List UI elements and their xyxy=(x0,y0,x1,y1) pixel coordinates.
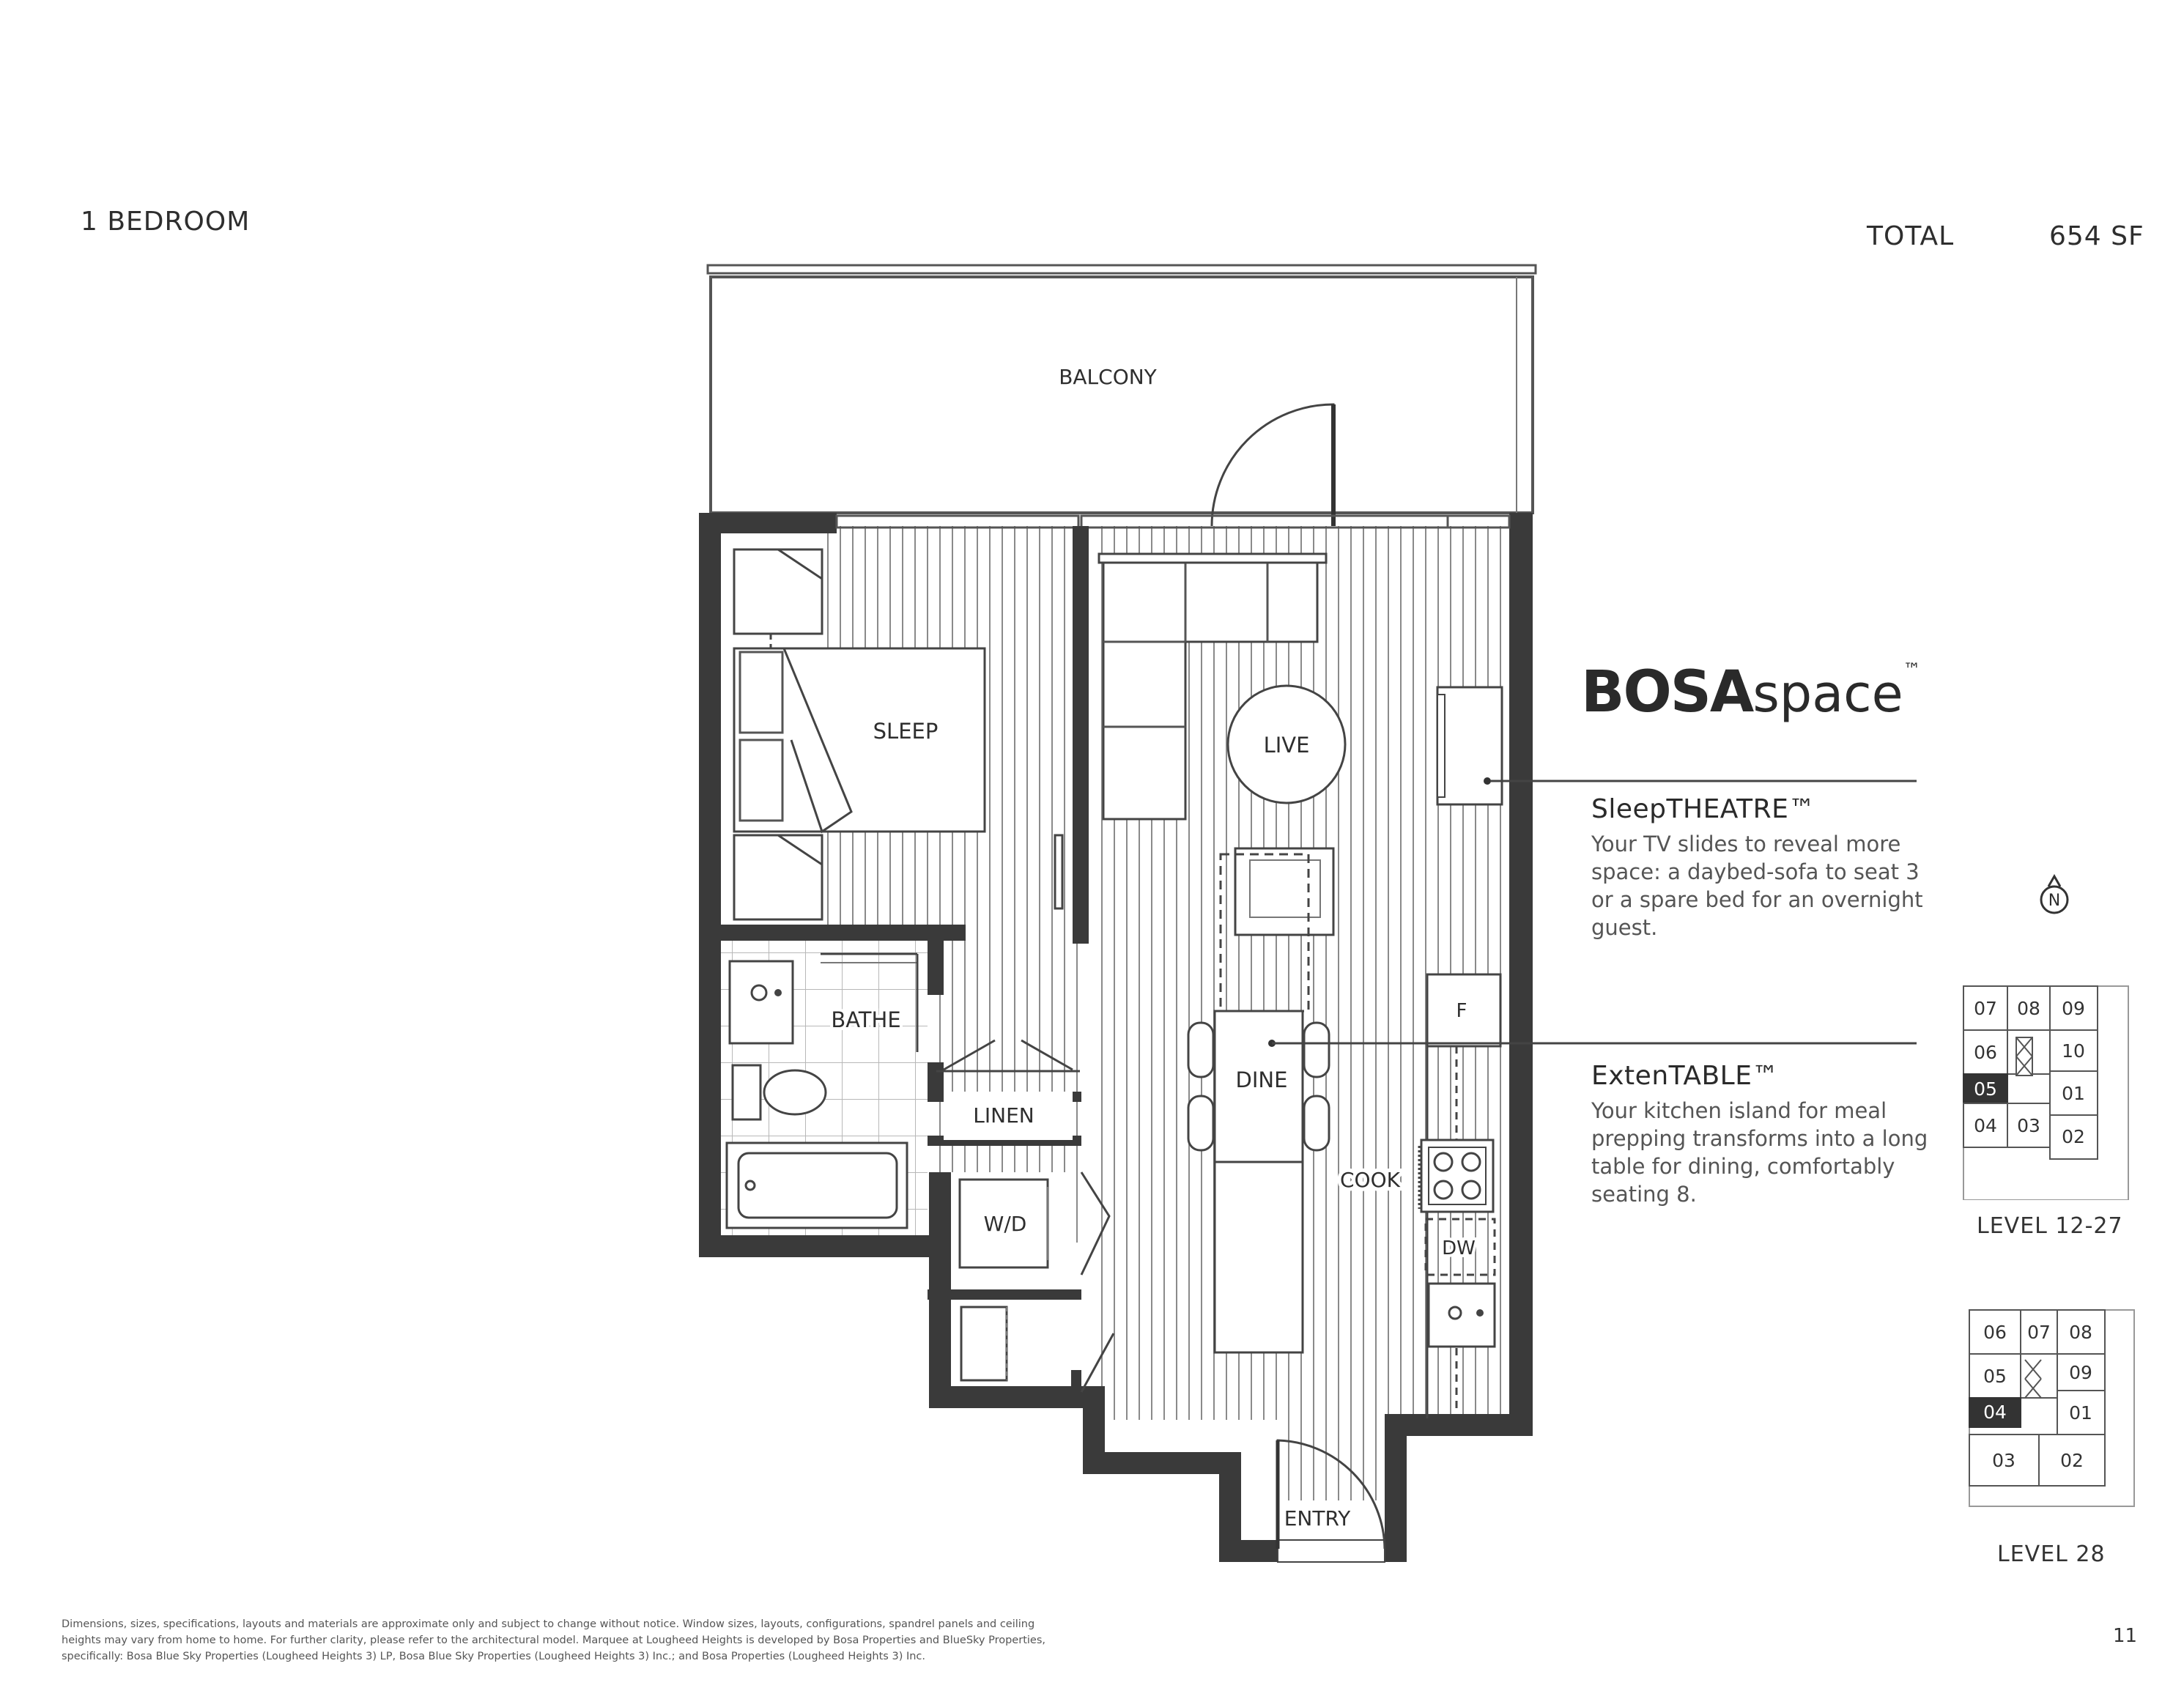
room-label-linen: LINEN xyxy=(973,1103,1034,1128)
feature-extentable xyxy=(1591,1061,1936,1208)
bathroom xyxy=(721,941,928,1235)
vanity xyxy=(730,961,793,1043)
room-label-cook: COOK xyxy=(1340,1168,1400,1192)
sliding-tv-panel xyxy=(1055,835,1062,908)
room-label-entry: ENTRY xyxy=(1284,1506,1351,1530)
keyplan-level-28 xyxy=(1959,1306,2142,1525)
legal-disclaimer xyxy=(62,1616,1432,1665)
pillow xyxy=(740,740,782,821)
disclaimer-line: specifically: Bosa Blue Sky Properties (Lougheed Heights 3) LP, Bosa Blue Sky Properties (Lougheed Heights 3) Inc.; and Bosa Properties (Lougheed Heights 3) Inc. xyxy=(62,1651,926,1662)
svg-text:08: 08 xyxy=(2017,998,2040,1019)
svg-text:06: 06 xyxy=(1974,1042,1997,1063)
room-label-bathe: BATHE xyxy=(831,1007,901,1032)
page-number: 11 xyxy=(2113,1625,2138,1647)
svg-text:03: 03 xyxy=(1992,1450,2015,1471)
keyplan-label: LEVEL 28 xyxy=(1997,1541,2106,1567)
svg-text:08: 08 xyxy=(2069,1322,2092,1343)
feature-description: Your kitchen island for meal prepping transforms into a long table for dining, comfortably seating 8. xyxy=(1591,1098,1928,1207)
svg-text:01: 01 xyxy=(2069,1402,2092,1424)
svg-text:05: 05 xyxy=(1974,1078,1997,1100)
svg-text:09: 09 xyxy=(2062,998,2085,1019)
room-label-wd: W/D xyxy=(983,1212,1027,1236)
room-label-dine: DINE xyxy=(1235,1067,1288,1092)
svg-text:04: 04 xyxy=(1974,1115,1997,1136)
svg-text:06: 06 xyxy=(1983,1322,2007,1343)
feature-description: Your TV slides to reveal more space: a daybed-sofa to seat 3 or a spare bed for an overnight guest. xyxy=(1591,832,1923,940)
svg-text:09: 09 xyxy=(2069,1362,2092,1383)
north-compass-icon xyxy=(2041,876,2068,913)
room-label-live: LIVE xyxy=(1263,733,1310,758)
svg-text:07: 07 xyxy=(2027,1322,2051,1343)
toilet-bowl xyxy=(764,1070,826,1114)
svg-text:04: 04 xyxy=(1983,1402,2007,1423)
room-label-dishwasher: DW xyxy=(1442,1237,1476,1259)
media-unit xyxy=(1437,687,1502,804)
svg-text:02: 02 xyxy=(2062,1126,2085,1147)
extentable xyxy=(1215,1011,1303,1352)
laundry-closet xyxy=(951,1172,1109,1276)
total-label: TOTAL xyxy=(1867,221,1955,251)
room-label-balcony: BALCONY xyxy=(1059,365,1157,389)
svg-text:10: 10 xyxy=(2062,1040,2085,1062)
svg-text:05: 05 xyxy=(1983,1366,2007,1387)
room-label-fridge: F xyxy=(1456,1000,1467,1022)
north-windows xyxy=(837,516,1509,528)
room-label-sleep: SLEEP xyxy=(873,719,939,744)
logo-bold-text: BOSA xyxy=(1581,659,1753,725)
svg-text:02: 02 xyxy=(2060,1450,2084,1471)
svg-text:N: N xyxy=(2048,892,2061,910)
keyplan-level-12-27 xyxy=(1956,980,2139,1200)
keyplan-label: LEVEL 12-27 xyxy=(1977,1213,2123,1239)
balcony xyxy=(708,265,1536,526)
pillow xyxy=(740,652,782,733)
dining-chair xyxy=(1304,1023,1329,1077)
feature-title: ExtenTABLE™ xyxy=(1591,1061,1779,1091)
storage-closet xyxy=(951,1300,1114,1392)
logo-trademark: ™ xyxy=(1903,659,1921,680)
dining-chair xyxy=(1188,1023,1213,1077)
feature-sleeptheatre xyxy=(1591,794,1936,941)
svg-text:07: 07 xyxy=(1974,998,1997,1019)
dining-chair xyxy=(1304,1096,1329,1150)
total-area: 654 SF xyxy=(2049,221,2144,251)
disclaimer-line: heights may vary from home to home. For further clarity, please refer to the architectural model. Marquee at Lougheed Heights is developed by Bosa Properties and BlueSky Properties, xyxy=(62,1635,1045,1646)
logo-light-text: space xyxy=(1752,664,1903,724)
dining-chair xyxy=(1188,1096,1213,1150)
feature-title: SleepTHEATRE™ xyxy=(1591,794,1815,824)
bosa-space-logo xyxy=(1581,659,1921,725)
svg-text:01: 01 xyxy=(2062,1083,2085,1104)
disclaimer-line: Dimensions, sizes, specifications, layouts and materials are approximate only and subject to change without notice. Window sizes, layouts, configurations, spandrel panels and ceiling xyxy=(62,1618,1035,1630)
toilet-tank xyxy=(733,1065,760,1119)
unit-type-label: 1 BEDROOM xyxy=(81,207,251,237)
svg-text:03: 03 xyxy=(2017,1115,2040,1136)
